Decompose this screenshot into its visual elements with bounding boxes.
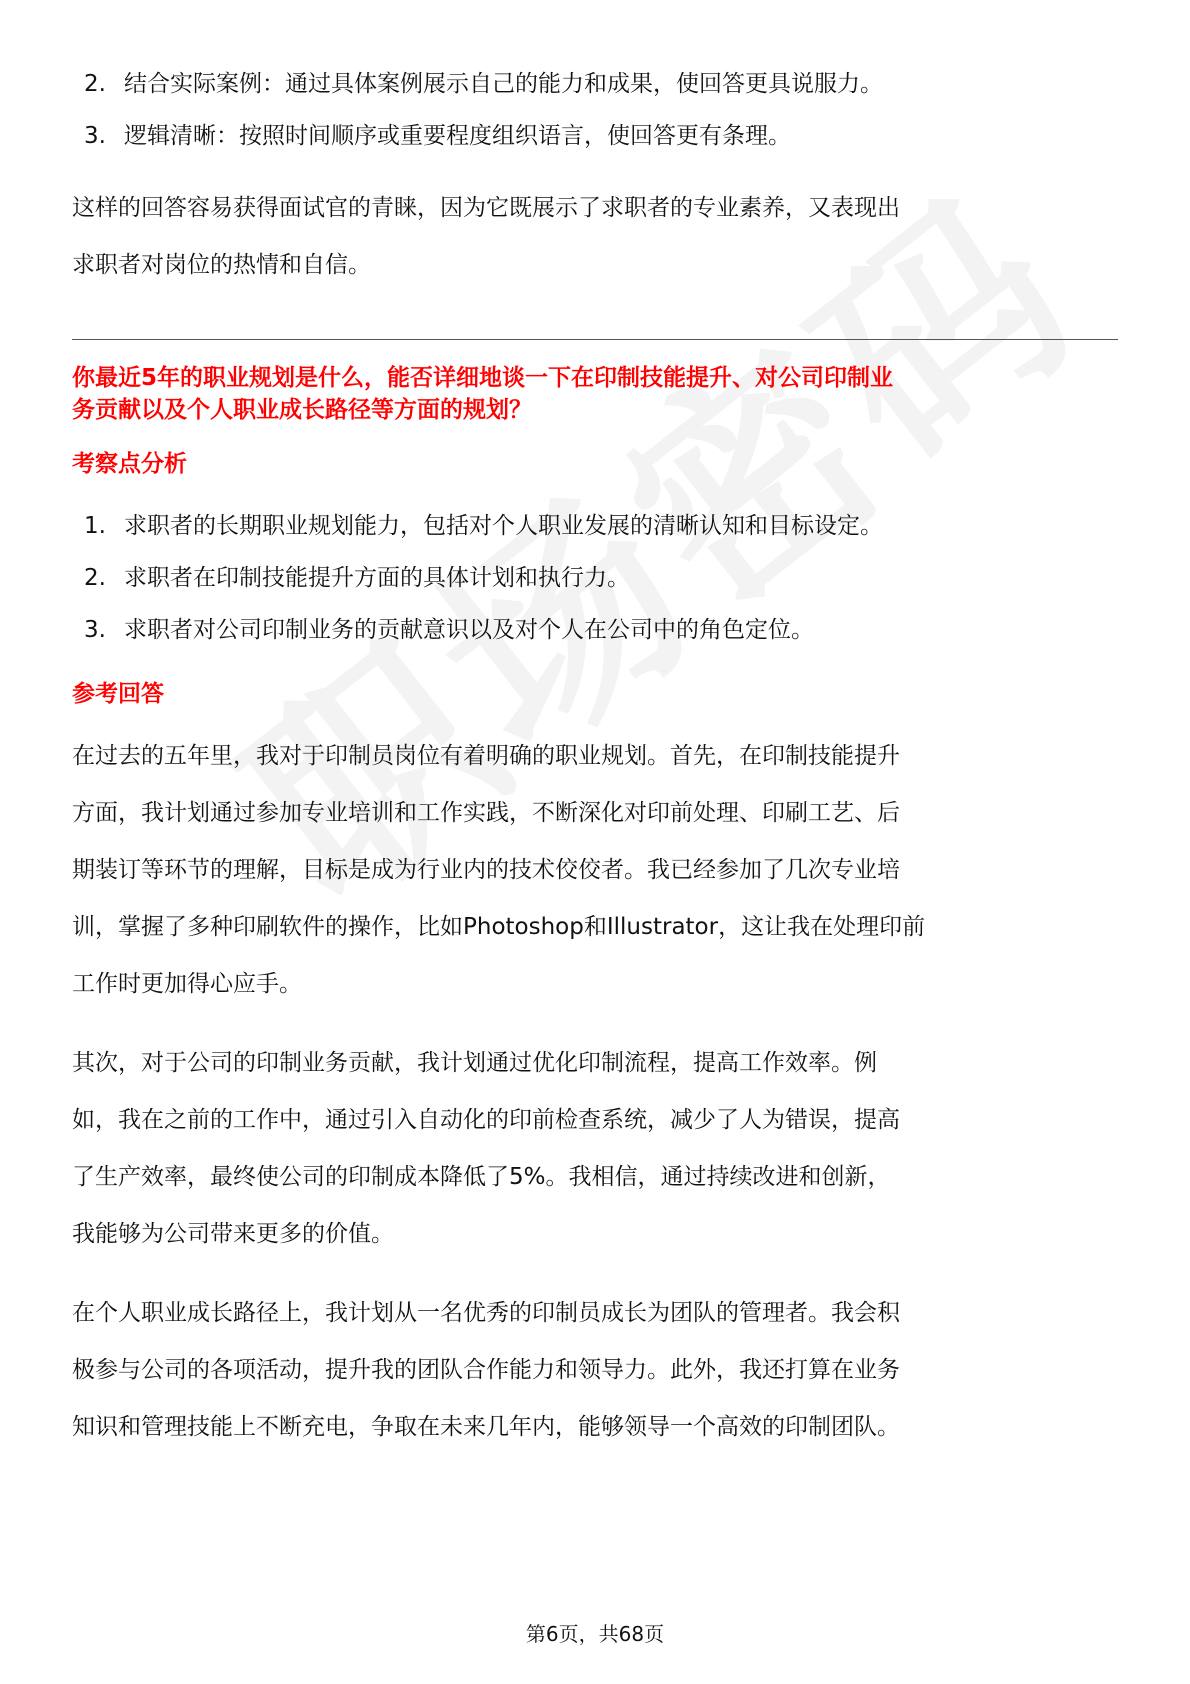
paragraph-line: 在个人职业成长路径上，我计划从一名优秀的印制员成长为团队的管理者。我会积: [72, 1300, 900, 1326]
list-item: [72, 110, 1118, 162]
list-text: 结合实际案例：通过具体案例展示自己的能力和成果，使回答更具说服力。: [124, 71, 883, 97]
paragraph-line: 求职者对岗位的热情和自信。: [72, 252, 371, 278]
list-text: 求职者对公司印制业务的贡献意识以及对个人在公司中的角色定位。: [124, 617, 814, 643]
list-number: 2.: [84, 71, 106, 97]
paragraph-line: 极参与公司的各项活动，提升我的团队合作能力和领导力。此外，我还打算在业务: [72, 1357, 900, 1383]
list-text: 求职者在印制技能提升方面的具体计划和执行力。: [124, 565, 630, 591]
list-item: [72, 58, 1118, 110]
paragraph-line: 训，掌握了多种印刷软件的操作，比如Photoshop和Illustrator，这让我在处理印前: [72, 914, 926, 940]
paragraph-line: 我能够为公司带来更多的价值。: [72, 1221, 394, 1247]
paragraph-line: 期装订等环节的理解，目标是成为行业内的技术佼佼者。我已经参加了几次专业培: [72, 857, 900, 883]
paragraph-line: 这样的回答容易获得面试官的青睐，因为它既展示了求职者的专业素养，又表现出: [72, 195, 900, 221]
answer-heading: 参考回答: [72, 681, 164, 707]
answer-paragraph: [72, 728, 1118, 1013]
paragraph-line: 了生产效率，最终使公司的印制成本降低了5%。我相信，通过持续改进和创新，: [72, 1164, 891, 1190]
list-number: 3.: [84, 617, 106, 643]
analysis-heading: 考察点分析: [72, 451, 187, 477]
section-divider: [72, 339, 1118, 340]
question-title: [72, 362, 1118, 426]
list-item: [72, 500, 1118, 552]
list-text: 逻辑清晰：按照时间顺序或重要程度组织语言，使回答更有条理。: [124, 123, 791, 149]
answer-paragraph: [72, 1035, 1118, 1263]
paragraph-line: 在过去的五年里，我对于印制员岗位有着明确的职业规划。首先，在印制技能提升: [72, 743, 900, 769]
list-number: 1.: [84, 513, 106, 539]
page-footer: 第6页，共68页: [525, 1622, 665, 1646]
paragraph-line: 知识和管理技能上不断充电，争取在未来几年内，能够领导一个高效的印制团队。: [72, 1414, 900, 1440]
paragraph-line: 如，我在之前的工作中，通过引入自动化的印前检查系统，减少了人为错误，提高: [72, 1107, 900, 1133]
list-item: [72, 552, 1118, 604]
intro-paragraph: [72, 180, 1118, 294]
list-number: 3.: [84, 123, 106, 149]
paragraph-line: 工作时更加得心应手。: [72, 971, 302, 997]
question-line: 务贡献以及个人职业成长路径等方面的规划？: [72, 397, 532, 423]
paragraph-line: 方面，我计划通过参加专业培训和工作实践，不断深化对印前处理、印刷工艺、后: [72, 800, 900, 826]
analysis-list: [72, 500, 1118, 656]
page-content: [72, 58, 1118, 1456]
top-list: [72, 58, 1118, 162]
list-number: 2.: [84, 565, 106, 591]
answer-paragraph: [72, 1285, 1118, 1456]
paragraph-line: 其次，对于公司的印制业务贡献，我计划通过优化印制流程，提高工作效率。例: [72, 1050, 877, 1076]
list-item: [72, 604, 1118, 656]
list-text: 求职者的长期职业规划能力，包括对个人职业发展的清晰认知和目标设定。: [124, 513, 883, 539]
question-line: 你最近5年的职业规划是什么，能否详细地谈一下在印制技能提升、对公司印制业: [72, 365, 894, 391]
